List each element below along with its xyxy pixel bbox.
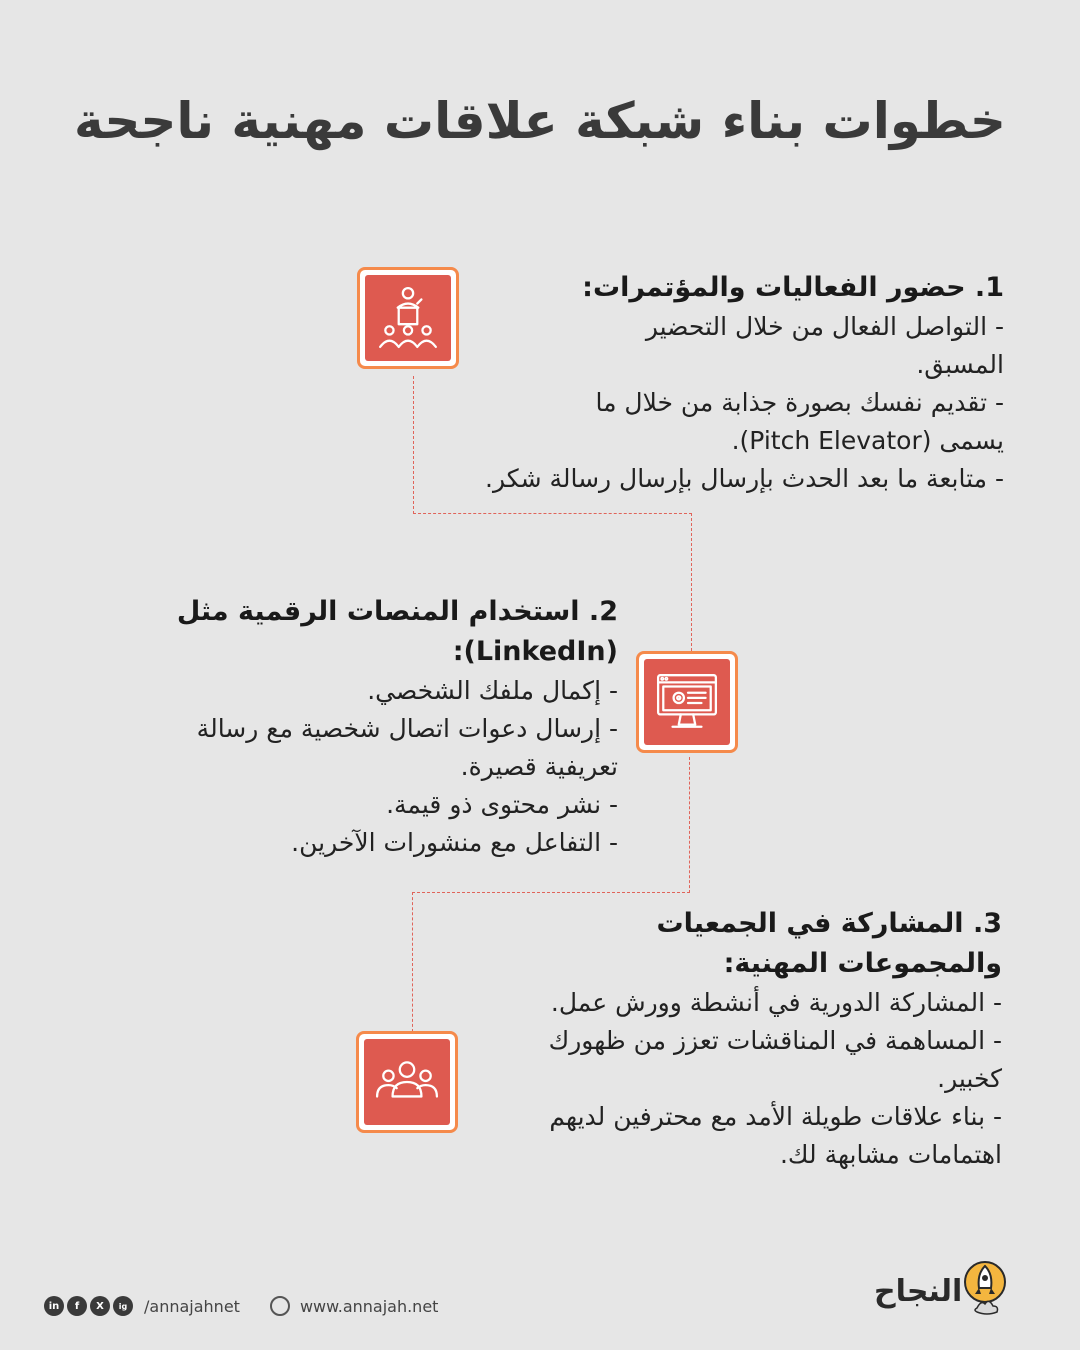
connector-line bbox=[412, 892, 413, 1032]
footer bbox=[44, 1296, 438, 1316]
brand-logo bbox=[868, 1256, 1008, 1326]
list-item: - المساهمة في المناقشات تعزز من ظهورك كخبير. bbox=[548, 1026, 1002, 1093]
list-item: - التواصل الفعال من خلال التحضير المسبق. bbox=[645, 312, 1004, 379]
connector-line bbox=[412, 892, 690, 893]
section-associations bbox=[462, 904, 1002, 1174]
rocket-logo-icon bbox=[962, 1256, 1008, 1326]
list-item: - بناء علاقات طويلة الأمد مع محترفين لديهم اهتمامات مشابهة لك. bbox=[549, 1102, 1002, 1169]
connector-line bbox=[413, 376, 414, 514]
list-item: - متابعة ما بعد الحدث بإرسال بإرسال رسالة شكر. bbox=[485, 464, 1004, 493]
page-title: خطوات بناء شبكة علاقات مهنية ناجحة bbox=[74, 92, 1006, 150]
section-heading: 1. حضور الفعاليات والمؤتمرات: bbox=[582, 272, 1004, 303]
section-list bbox=[462, 984, 1002, 1174]
monitor-settings-icon-box bbox=[636, 651, 738, 753]
facebook-icon[interactable]: f bbox=[67, 1296, 87, 1316]
list-item: - إرسال دعوات اتصال شخصية مع رسالة تعريفية قصيرة. bbox=[196, 714, 618, 781]
connector-line bbox=[691, 513, 692, 651]
section-events bbox=[424, 268, 1004, 498]
section-list bbox=[424, 308, 1004, 498]
list-item: - تقديم نفسك بصورة جذابة من خلال ما يسمى (Pitch Elevator). bbox=[595, 388, 1004, 455]
website-link[interactable]: www.annajah.net bbox=[299, 1296, 439, 1316]
section-heading: 2. استخدام المنصات الرقمية مثل (LinkedIn): bbox=[176, 596, 618, 667]
list-item: - التفاعل مع منشورات الآخرين. bbox=[291, 828, 618, 857]
instagram-icon[interactable]: ig bbox=[113, 1296, 133, 1316]
section-heading: 3. المشاركة في الجمعيات والمجموعات المهنية: bbox=[656, 908, 1002, 979]
connector-line bbox=[413, 513, 692, 514]
group-people-icon-box bbox=[356, 1031, 458, 1133]
linkedin-icon[interactable]: in bbox=[44, 1296, 64, 1316]
list-item: - نشر محتوى ذو قيمة. bbox=[386, 790, 618, 819]
section-list bbox=[58, 672, 618, 862]
social-handle[interactable]: /annajahnet bbox=[144, 1296, 240, 1316]
globe-icon bbox=[270, 1296, 290, 1316]
x-twitter-icon[interactable]: X bbox=[90, 1296, 110, 1316]
list-item: - المشاركة الدورية في أنشطة وورش عمل. bbox=[550, 988, 1002, 1017]
connector-line bbox=[689, 757, 690, 893]
section-digital-platforms bbox=[58, 592, 618, 862]
list-item: - إكمال ملفك الشخصي. bbox=[367, 676, 618, 705]
monitor-settings-icon bbox=[654, 669, 720, 735]
group-people-icon bbox=[374, 1049, 440, 1115]
brand-name: النجاح bbox=[874, 1273, 963, 1309]
